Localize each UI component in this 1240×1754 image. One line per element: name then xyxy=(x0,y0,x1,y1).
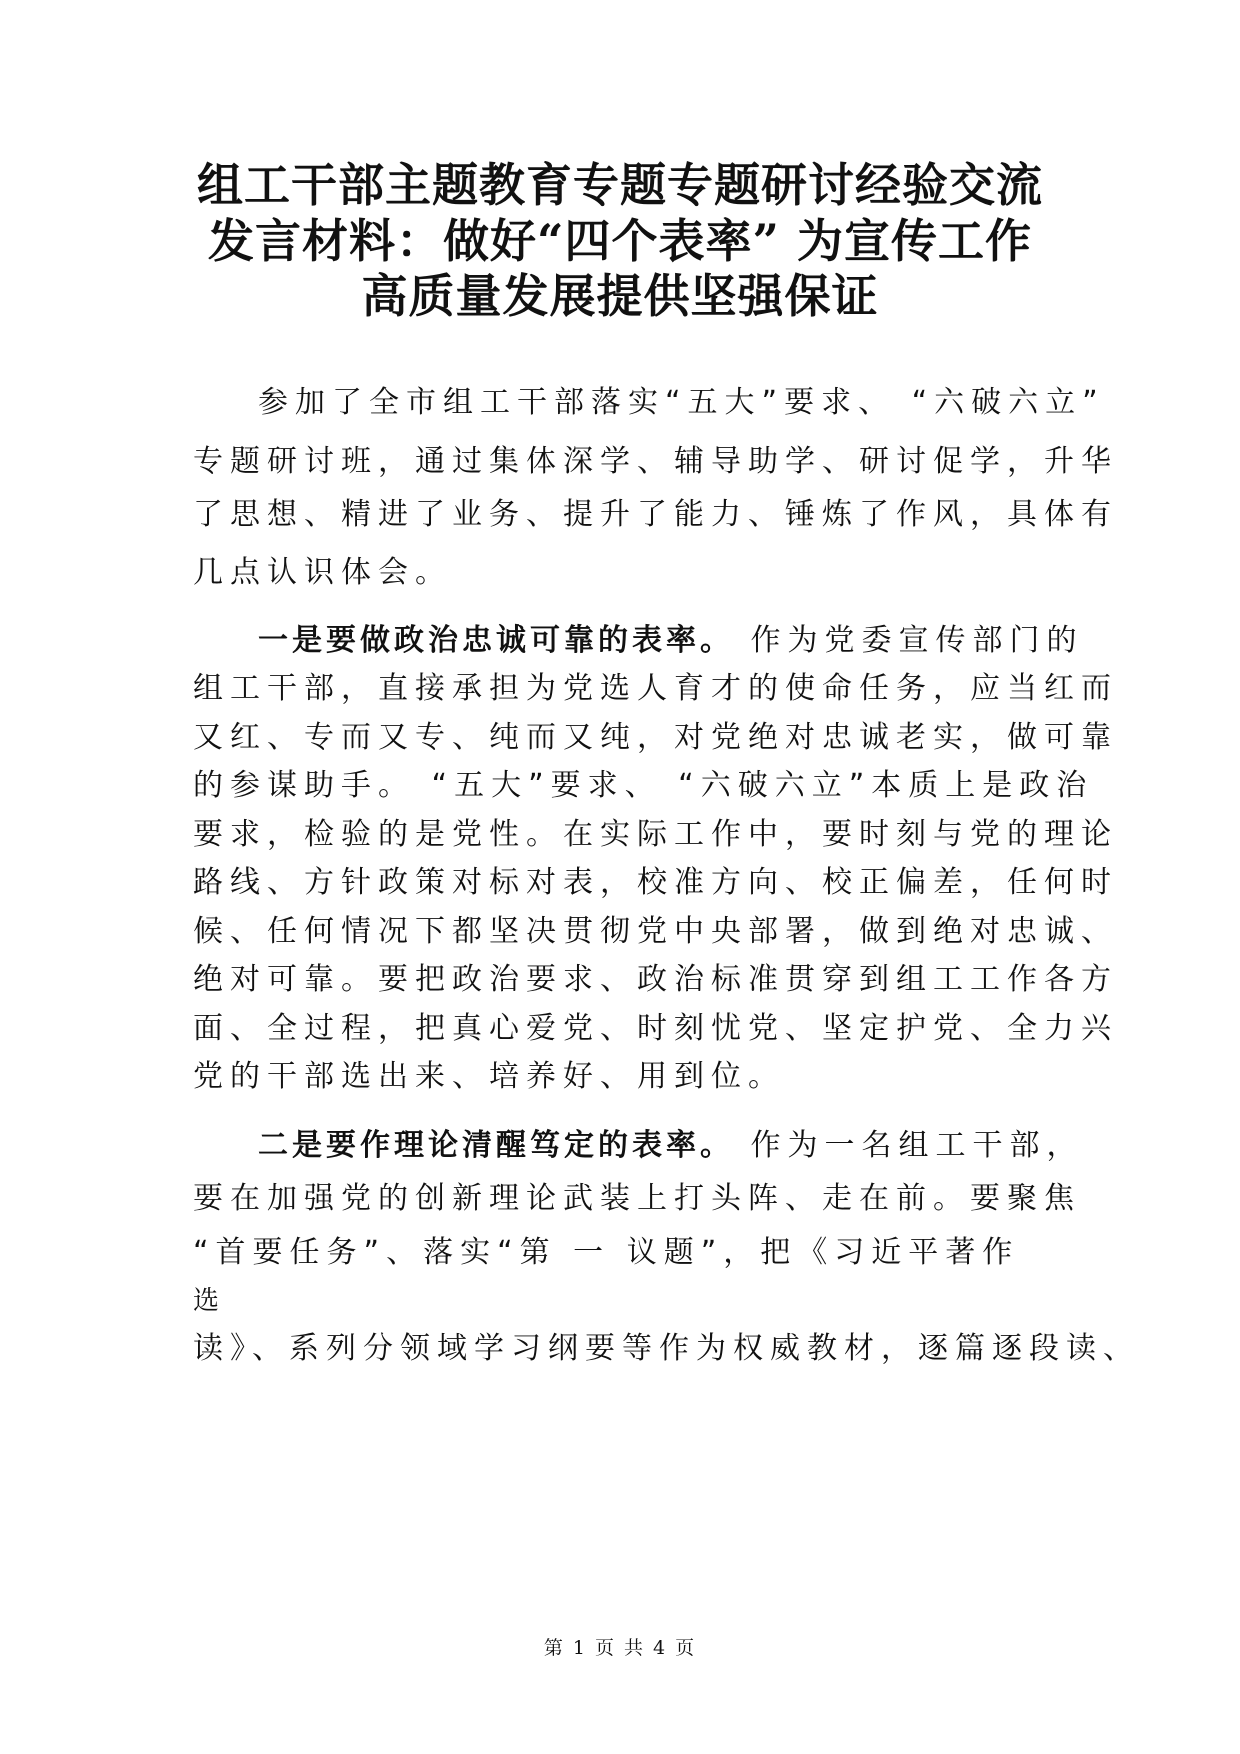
section1-line-10: 党的干部选出来、培养好、用到位。 xyxy=(193,1059,785,1094)
section1-first-line-text: 作为党委宣传部门的 xyxy=(734,623,1084,658)
intro-line-3: 了思想、精进了业务、提升了能力、锤炼了作风，具体有 xyxy=(193,497,1118,532)
section1-first-line xyxy=(258,621,1084,661)
section1-line-5: 要求，检验的是党性。在实际工作中，要时刻与党的理论 xyxy=(193,817,1118,852)
section1-line-3: 又红、专而又专、纯而又纯，对党绝对忠诚老实，做可靠 xyxy=(193,720,1118,755)
intro-line-4: 几点认识体会。 xyxy=(193,555,452,590)
section2-line-3: “首要任务”、落实“第 一 议题”，把《习近平著作 xyxy=(193,1235,1020,1270)
section2-line-5: 读》、系列分领域学习纲要等作为权威教材，逐篇逐段读、 xyxy=(193,1331,1140,1366)
section1-line-6: 路线、方针政策对标对表，校准方向、校正偏差，任何时 xyxy=(193,865,1118,900)
section1-line-9: 面、全过程，把真心爱党、时刻忧党、坚定护党、全力兴 xyxy=(193,1011,1118,1046)
section1-line-4: 的参谋助手。 “五大”要求、 “六破六立”本质上是政治 xyxy=(193,768,1094,803)
title-line-2: 发言材料：做好“四个表率” 为宣传工作 xyxy=(208,214,1032,268)
section1-line-8: 绝对可靠。要把政治要求、政治标准贯穿到组工工作各方 xyxy=(193,962,1118,997)
page-number-footer: 第 1 页 共 4 页 xyxy=(543,1637,697,1659)
section2-first-line xyxy=(258,1126,1084,1166)
intro-line-1: 参加了全市组工干部落实“五大”要求、 “六破六立” xyxy=(258,385,1105,420)
section1-heading: 一是要做政治忠诚可靠的表率。 xyxy=(258,623,734,658)
section2-heading: 二是要作理论清醒笃定的表率。 xyxy=(258,1128,734,1163)
section2-line-4: 选 xyxy=(193,1286,227,1316)
title-line-1: 组工干部主题教育专题专题研讨经验交流 xyxy=(197,158,1043,212)
section1-line-2: 组工干部，直接承担为党选人育才的使命任务，应当红而 xyxy=(193,671,1118,706)
intro-line-2: 专题研讨班，通过集体深学、辅导助学、研讨促学，升华 xyxy=(193,444,1118,479)
section2-first-line-text: 作为一名组工干部， xyxy=(734,1128,1084,1163)
title-line-3: 高质量发展提供坚强保证 xyxy=(361,269,879,323)
section2-line-2: 要在加强党的创新理论武装上打头阵、走在前。要聚焦 xyxy=(193,1181,1081,1216)
section1-line-7: 候、任何情况下都坚决贯彻党中央部署，做到绝对忠诚、 xyxy=(193,914,1118,949)
